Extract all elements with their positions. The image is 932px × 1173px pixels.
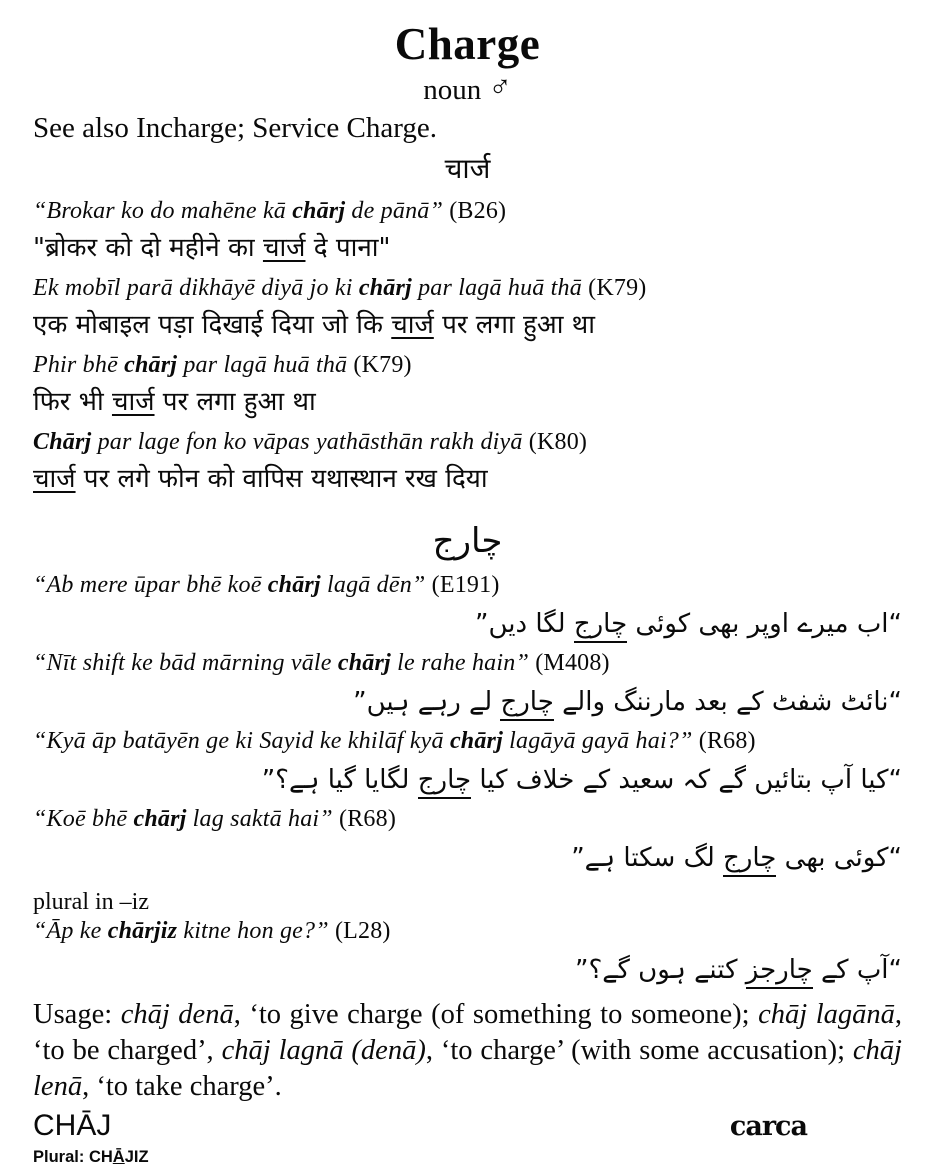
example-text: “نائٹ شفٹ کے بعد مارننگ والے (553, 687, 902, 717)
keyword: chārj (449, 728, 503, 754)
example-roman (33, 806, 902, 833)
plural-form: CH (88, 1147, 113, 1166)
example-hindi (33, 382, 902, 418)
example-roman (33, 352, 902, 379)
example-text: फिर भी (33, 387, 112, 417)
example-text: Ek mobīl parā dikhāyē diyā jo ki (33, 275, 359, 301)
pos-label: noun (423, 74, 482, 106)
example-text: lag saktā hai” (186, 806, 333, 832)
usage-term: chāj lagānā (758, 999, 895, 1030)
example-text: “اب میرے اوپر بھی کوئی (627, 609, 902, 639)
source-ref: (L28) (328, 918, 391, 944)
example-text: “Nīt shift ke bād mārning vāle (33, 650, 338, 676)
example-roman (33, 429, 902, 456)
example-urdu (33, 843, 902, 873)
example-hindi (33, 305, 902, 341)
example-text: पर लगा हुआ था (154, 387, 316, 417)
part-of-speech-line (33, 71, 902, 107)
example-text: Phir bhē (33, 352, 125, 378)
keyword: Chārj (33, 429, 92, 455)
example-urdu (33, 609, 902, 639)
keyword: chārjiz (107, 918, 178, 944)
example-text: لگا دیں” (475, 609, 574, 639)
keyword: chārj (337, 650, 391, 676)
example-text: एक मोबाइल पड़ा दिखाई दिया जो कि (33, 310, 392, 340)
hindi-headword: चार्ज (444, 152, 491, 185)
example-text: par lagā huā thā (177, 352, 348, 378)
example-text: “کوئی بھی (776, 843, 902, 873)
example-text: par lagā huā thā (411, 275, 582, 301)
keyword: चार्ज (33, 464, 76, 494)
keyword: चार्ज (391, 310, 434, 340)
example-roman (33, 650, 902, 677)
entry-title: Charge (394, 19, 541, 69)
usage-text: , ‘to give charge (of something to someone); (233, 999, 759, 1030)
example-roman (33, 918, 902, 945)
blackletter-form: carca (729, 1110, 807, 1142)
usage-text: , ‘to take charge’. (82, 1070, 282, 1102)
plural-note: plural in –iz (33, 889, 149, 915)
source-ref: (K79) (581, 275, 647, 301)
example-text: لگایا گیا ہے؟” (261, 765, 418, 795)
keyword: چارج (723, 843, 776, 877)
usage-text: , ‘to charge’ (with some accusation); (425, 1034, 853, 1066)
headform-transliteration: CHĀJ (33, 1108, 112, 1142)
example-text: par lage fon ko vāpas yathāsthān rakh diyā (91, 429, 523, 455)
example-text: لے رہے ہیں” (353, 687, 501, 717)
example-urdu (33, 765, 902, 795)
example-text: “Āp ke (33, 918, 108, 944)
usage-term: chāj denā (120, 999, 234, 1030)
example-hindi (33, 228, 902, 264)
example-text: lagāyā gayā hai?” (502, 728, 693, 754)
keyword: چارجز (746, 955, 813, 989)
urdu-headword: چارج (432, 521, 503, 561)
example-text: "ब्रोकर को दो महीने का (33, 233, 263, 263)
source-ref: (K80) (522, 429, 588, 455)
example-roman (33, 275, 902, 302)
keyword: chārj (267, 572, 321, 598)
keyword: chārj (133, 806, 187, 832)
keyword: चार्ज (262, 233, 306, 263)
example-hindi (33, 459, 902, 495)
example-text: kitne hon ge?” (177, 918, 329, 944)
example-text: کتنے ہوں گے؟” (574, 955, 746, 985)
source-ref: (B26) (443, 198, 507, 224)
usage-term: chāj lagnā (denā) (221, 1034, 426, 1066)
example-text: le rahe hain” (390, 650, 530, 676)
source-ref: (R68) (332, 806, 397, 832)
example-text: दे पाना" (305, 233, 391, 263)
example-text: “کیا آپ بتائیں گے کہ سعید کے خلاف کیا (471, 765, 902, 795)
plural-label: Plural: (33, 1147, 89, 1166)
plural-form: Ā (112, 1147, 125, 1166)
keyword: چارج (500, 687, 553, 721)
see-also-note: See also Incharge; Service Charge. (33, 112, 437, 144)
source-ref: (K79) (347, 352, 412, 378)
example-text: lagā dēn” (320, 572, 426, 598)
plural-form-line (33, 1148, 902, 1167)
example-text: “آپ کے (812, 955, 902, 985)
usage-text: , ‘to be charged’, (33, 999, 903, 1066)
keyword: chārj (292, 198, 346, 224)
example-text: “Ab mere ūpar bhē koē (33, 572, 268, 598)
example-text: “Koē bhē (33, 806, 134, 832)
example-text: पर लगे फोन को वापिस यथास्थान रख दिया (75, 464, 488, 494)
example-text: “Brokar ko do mahēne kā (33, 198, 293, 224)
example-urdu (33, 955, 902, 985)
keyword: چارج (418, 765, 471, 799)
example-roman (33, 572, 902, 599)
example-text: لگ سکتا ہے” (571, 843, 724, 873)
keyword: chārj (358, 275, 412, 301)
source-ref: (E191) (425, 572, 500, 598)
usage-paragraph (33, 997, 902, 1105)
usage-term: chāj lenā (33, 1034, 902, 1102)
male-gender-icon: ♂ (488, 69, 512, 104)
example-urdu (33, 687, 902, 717)
source-ref: (R68) (692, 728, 756, 754)
example-roman (33, 198, 902, 225)
example-text: पर लगा हुआ था (433, 310, 595, 340)
keyword: چارج (574, 609, 627, 643)
example-roman (33, 728, 902, 755)
plural-form: JIZ (124, 1147, 149, 1166)
footer-row (33, 1109, 902, 1143)
usage-text: Usage: (33, 999, 121, 1030)
keyword: chārj (124, 352, 178, 378)
example-text: de pānā” (345, 198, 444, 224)
keyword: चार्ज (111, 387, 155, 417)
example-text: “Kyā āp batāyēn ge ki Sayid ke khilāf kyā (33, 728, 450, 754)
source-ref: (M408) (529, 650, 610, 676)
